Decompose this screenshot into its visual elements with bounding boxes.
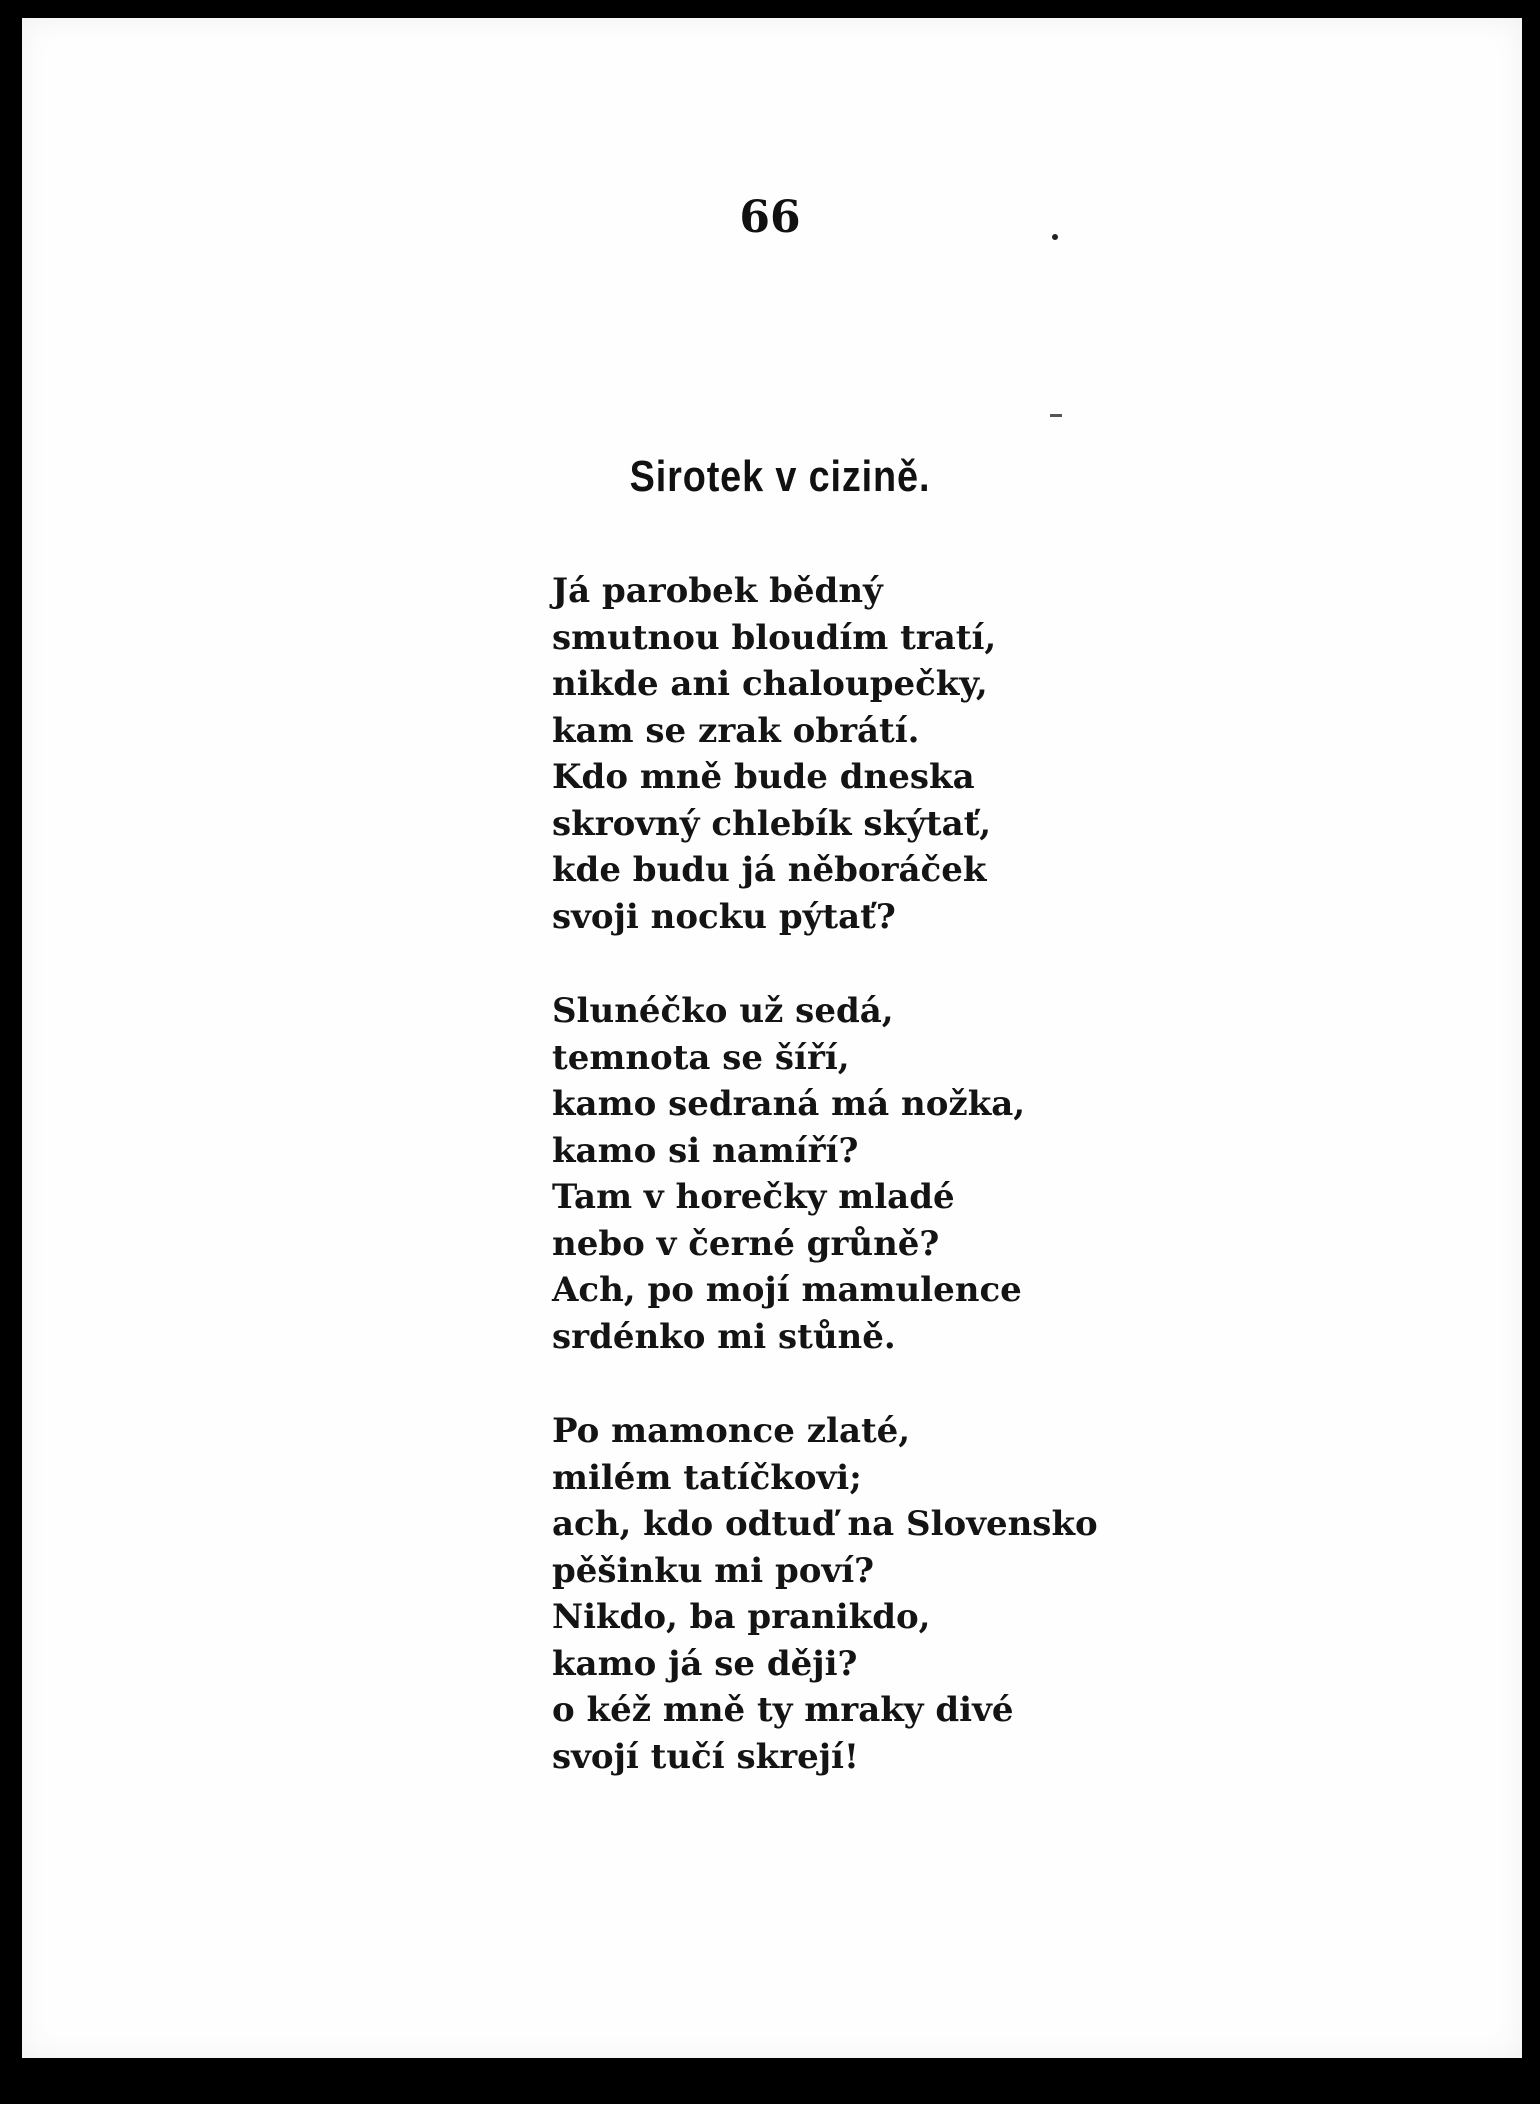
poem-line: kamo si namíří? <box>552 1130 859 1171</box>
poem-line: Tam v horečky mladé <box>552 1177 955 1217</box>
stanza <box>552 568 1098 940</box>
poem-line: Slunéčko už sedá, <box>552 991 894 1031</box>
poem-line: nebo v černé grůně? <box>552 1223 940 1264</box>
poem-line: Po mamonce zlaté, <box>552 1411 911 1451</box>
poem-line: kamo já se ději? <box>552 1643 858 1684</box>
poem-title: Sirotek v cizině. <box>629 452 931 501</box>
poem-line: srdénko mi stůně. <box>552 1316 896 1357</box>
poem-line: temnota se šíří, <box>552 1037 850 1078</box>
poem-line: ach, kdo odtuď na Slovensko <box>552 1504 1098 1544</box>
stray-mark <box>1050 414 1062 417</box>
stanza <box>552 988 1098 1360</box>
poem-line: skrovný chlebík skýtať, <box>552 803 992 844</box>
poem-line: Nikdo, ba pranikdo, <box>552 1597 931 1637</box>
poem-line: smutnou bloudím tratí, <box>552 617 997 658</box>
poem-line: svoji nocku pýtať? <box>552 896 896 937</box>
poem-line: kam se zrak obrátí. <box>552 710 920 751</box>
poem-line: kamo sedraná má nožka, <box>552 1084 1026 1124</box>
poem-line: nikde ani chaloupečky, <box>552 664 988 704</box>
poem-body <box>552 568 1098 1828</box>
poem-line: kde budu já něboráček <box>552 850 987 890</box>
poem-line: Já parobek bědný <box>552 571 883 611</box>
poem-line: pěšinku mi poví? <box>552 1550 875 1591</box>
poem-line: Ach, po mojí mamulence <box>552 1270 1022 1310</box>
page-number: 66 <box>739 192 801 243</box>
poem-line: milém tatíčkovi; <box>552 1457 862 1498</box>
poem-line: Kdo mně bude dneska <box>552 757 975 797</box>
stanza <box>552 1408 1098 1780</box>
poem-line: o kéž mně ty mraky divé <box>552 1690 1014 1730</box>
poem-line: svojí tučí skrejí! <box>552 1736 859 1777</box>
